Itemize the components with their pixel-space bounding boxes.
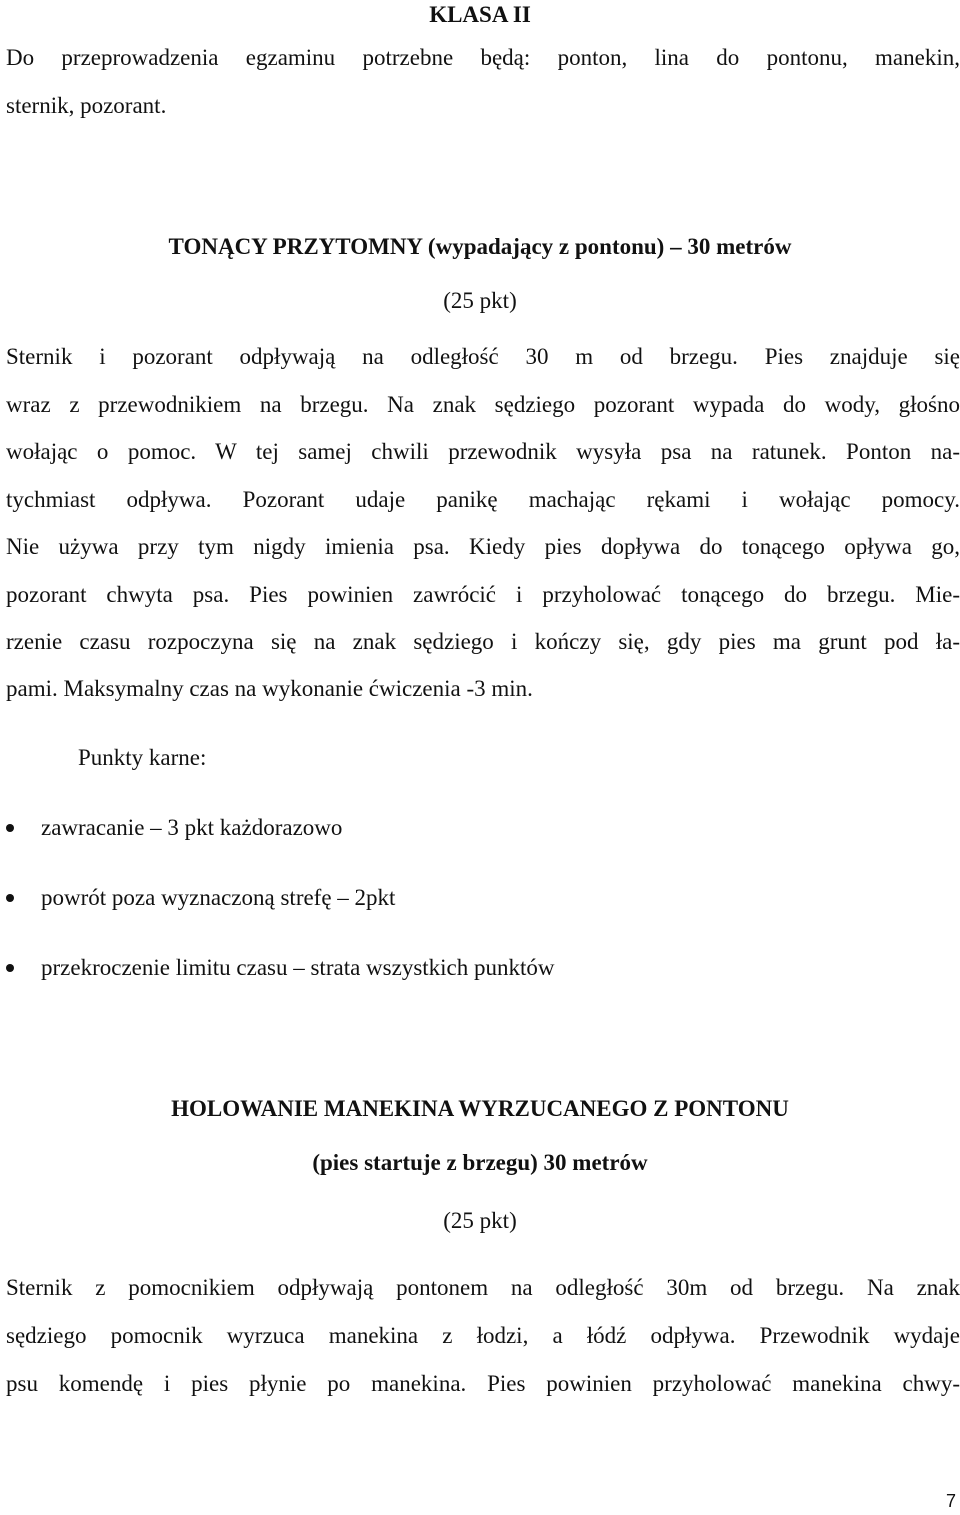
bullet-icon <box>6 964 14 972</box>
bullet-icon <box>6 894 14 902</box>
penalty-item: zawracanie – 3 pkt każdorazowo <box>41 815 343 840</box>
section1-title: TONĄCY PRZYTOMNY (wypadający z pontonu) – 30 metrów <box>168 234 792 259</box>
section1-points: (25 pkt) <box>443 288 517 313</box>
penalty-item: powrót poza wyznaczoną strefę – 2pkt <box>41 885 396 910</box>
section2-body-line-1: Sternik z pomocnikiem odpływają pontonem na odległość 30m od brzegu. Na znak <box>6 1275 960 1300</box>
intro-line-2: sternik, pozorant. <box>6 93 167 118</box>
section2-title-line-2: (pies startuje z brzegu) 30 metrów <box>312 1150 648 1175</box>
section1-body-line-5: Nie używa przy tym nigdy imienia psa. Kiedy pies dopływa do tonącego opływa go, <box>6 534 960 559</box>
section2-body-line-3: psu komendę i pies płynie po manekina. Pies powinien przyholować manekina chwy- <box>6 1371 960 1396</box>
bullet-icon <box>6 824 14 832</box>
penalty-label: Punkty karne: <box>78 745 207 770</box>
section1-body-line-8: pami. Maksymalny czas na wykonanie ćwiczenia -3 min. <box>6 676 533 701</box>
section2-title-line-1: HOLOWANIE MANEKINA WYRZUCANEGO Z PONTONU <box>171 1096 789 1121</box>
section1-body-line-6: pozorant chwyta psa. Pies powinien zawrócić i przyholować tonącego do brzegu. Mie- <box>6 582 960 607</box>
intro-line-1: Do przeprowadzenia egzaminu potrzebne będą: ponton, lina do pontonu, manekin, <box>6 45 960 70</box>
section1-body-line-2: wraz z przewodnikiem na brzegu. Na znak sędziego pozorant wypada do wody, głośno <box>6 392 960 417</box>
penalty-item: przekroczenie limitu czasu – strata wszystkich punktów <box>41 955 555 980</box>
section1-body-line-7: rzenie czasu rozpoczyna się na znak sędziego i kończy się, gdy pies ma grunt pod ła- <box>6 629 960 654</box>
section1-body-line-1: Sternik i pozorant odpływają na odległość 30 m od brzegu. Pies znajduje się <box>6 344 960 369</box>
page-heading: KLASA II <box>429 2 531 27</box>
section2-body-line-2: sędziego pomocnik wyrzuca manekina z łodzi, a łódź odpływa. Przewodnik wydaje <box>6 1323 960 1348</box>
section2-points: (25 pkt) <box>443 1208 517 1233</box>
section1-body-line-3: wołając o pomoc. W tej samej chwili przewodnik wysyła psa na ratunek. Ponton na- <box>6 439 960 464</box>
section1-body-line-4: tychmiast odpływa. Pozorant udaje panikę machając rękami i wołając pomocy. <box>6 487 960 512</box>
page-number: 7 <box>945 1491 956 1511</box>
